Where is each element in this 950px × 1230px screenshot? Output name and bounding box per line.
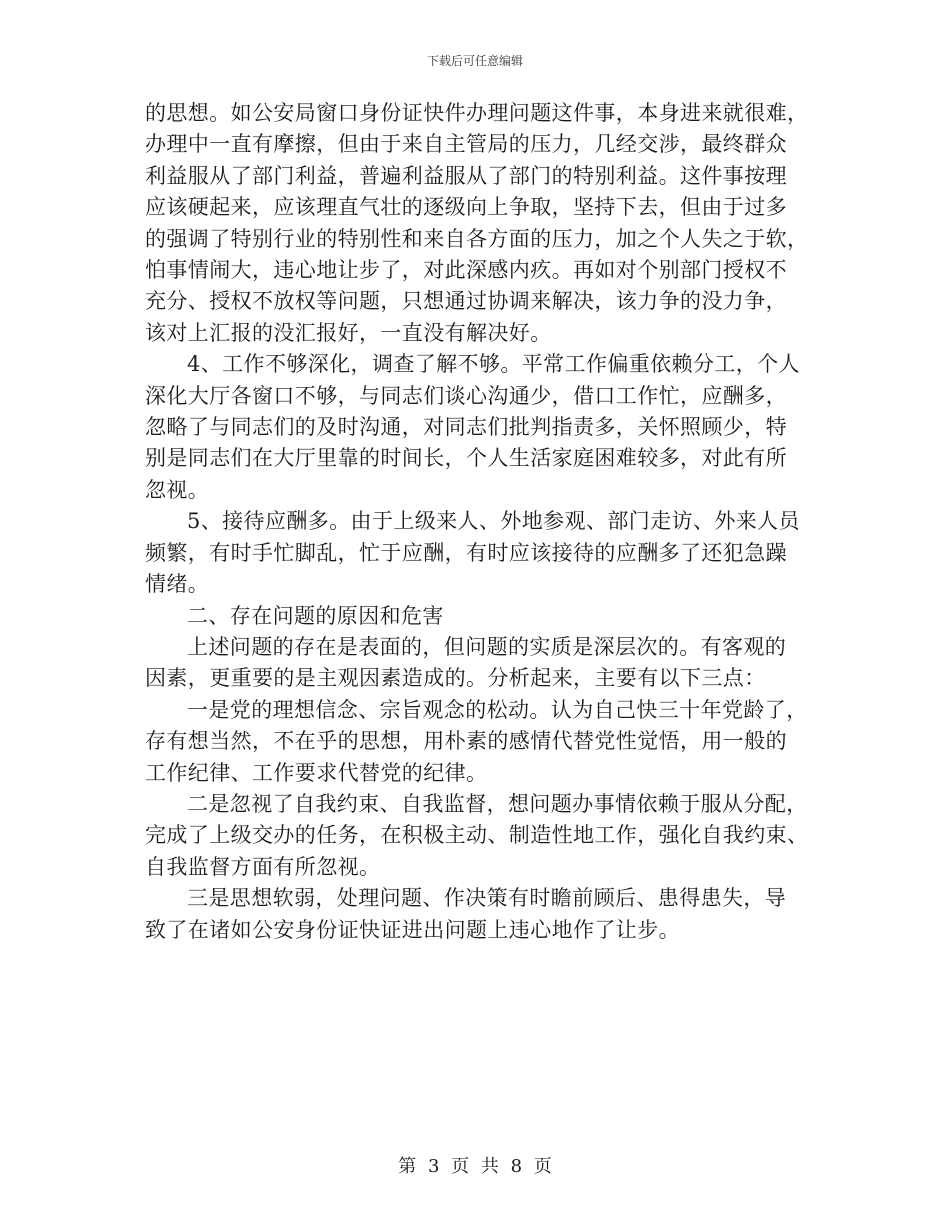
paragraph	[145, 601, 810, 632]
paragraph-line: 4、工作不够深化，调查了解不够。平常工作偏重依赖分工，个人	[187, 352, 800, 377]
paragraph	[145, 695, 810, 789]
paragraph-line: 一是党的理想信念、宗旨观念的松动。认为自己快三十年党龄了，	[187, 697, 808, 722]
paragraph-line: 因素，更重要的是主观因素造成的。分析起来，主要有以下三点：	[145, 666, 766, 691]
page-header: 下载后可任意编辑	[426, 54, 523, 68]
paragraph-line: 5、接待应酬多。由于上级来人、外地参观、部门走访、外来人员	[187, 509, 800, 534]
paragraph-line: 应该硬起来，应该理直气壮的逐级向上争取，坚持下去，但由于过多	[145, 195, 787, 220]
paragraph-line: 工作纪律、工作要求代替党的纪律。	[145, 760, 488, 785]
paragraph-line: 的强调了特别行业的特别性和来自各方面的压力，加之个人失之于软，	[145, 226, 809, 251]
paragraph-line: 情绪。	[145, 572, 210, 597]
paragraph-line: 二、存在问题的原因和危害	[187, 603, 444, 628]
paragraph-line: 该对上汇报的没汇报好，一直没有解决好。	[145, 320, 552, 345]
paragraph-line: 二是忽视了自我约束、自我监督，想问题办事情依赖于服从分配，	[187, 791, 808, 816]
paragraph-line: 充分、授权不放权等问题，只想通过协调来解决，该力争的没力争，	[145, 289, 787, 314]
paragraph-line: 致了在诸如公安身份证快证进出问题上违心地作了让步。	[145, 917, 680, 942]
document-body	[145, 98, 810, 946]
paragraph	[145, 349, 810, 506]
paragraph-line: 别是同志们在大厅里靠的时间长，个人生活家庭困难较多，对此有所	[145, 446, 787, 471]
paragraph	[145, 883, 810, 946]
paragraph-line: 忽视。	[145, 477, 210, 502]
paragraph-line: 上述问题的存在是表面的，但问题的实质是深层次的。有客观的	[187, 634, 787, 659]
paragraph-line: 存有想当然，不在乎的思想，用朴素的感情代替党性觉悟，用一般的	[145, 729, 787, 754]
paragraph-line: 办理中一直有摩擦，但由于来自主管局的压力，几经交涉，最终群众	[145, 132, 787, 157]
paragraph-line: 完成了上级交办的任务，在积极主动、制造性地工作，强化自我约束、	[145, 823, 809, 848]
paragraph-line: 频繁，有时手忙脚乱，忙于应酬，有时应该接待的应酬多了还犯急躁	[145, 540, 787, 565]
paragraph-line: 自我监督方面有所忽视。	[145, 854, 381, 879]
paragraph-line: 怕事情闹大，违心地让步了，对此深感内疚。再如对个别部门授权不	[145, 258, 787, 283]
paragraph-line: 的思想。如公安局窗口身份证快件办理问题这件事，本身进来就很难，	[145, 101, 809, 125]
paragraph	[145, 506, 810, 600]
paragraph-line: 利益服从了部门利益，普遍利益服从了部门的特别利益。这件事按理	[145, 163, 787, 188]
page-number-footer: 第 3 页 共 8 页	[398, 1156, 552, 1177]
paragraph-line: 三是思想软弱，处理问题、作决策有时瞻前顾后、患得患失，导	[187, 886, 787, 911]
paragraph	[145, 632, 810, 695]
paragraph	[145, 789, 810, 883]
paragraph	[145, 98, 810, 349]
paragraph-line: 忽略了与同志们的及时沟通，对同志们批判指责多，关怀照顾少，特	[145, 415, 787, 440]
paragraph-line: 深化大厅各窗口不够，与同志们谈心沟通少，借口工作忙，应酬多，	[145, 383, 787, 408]
